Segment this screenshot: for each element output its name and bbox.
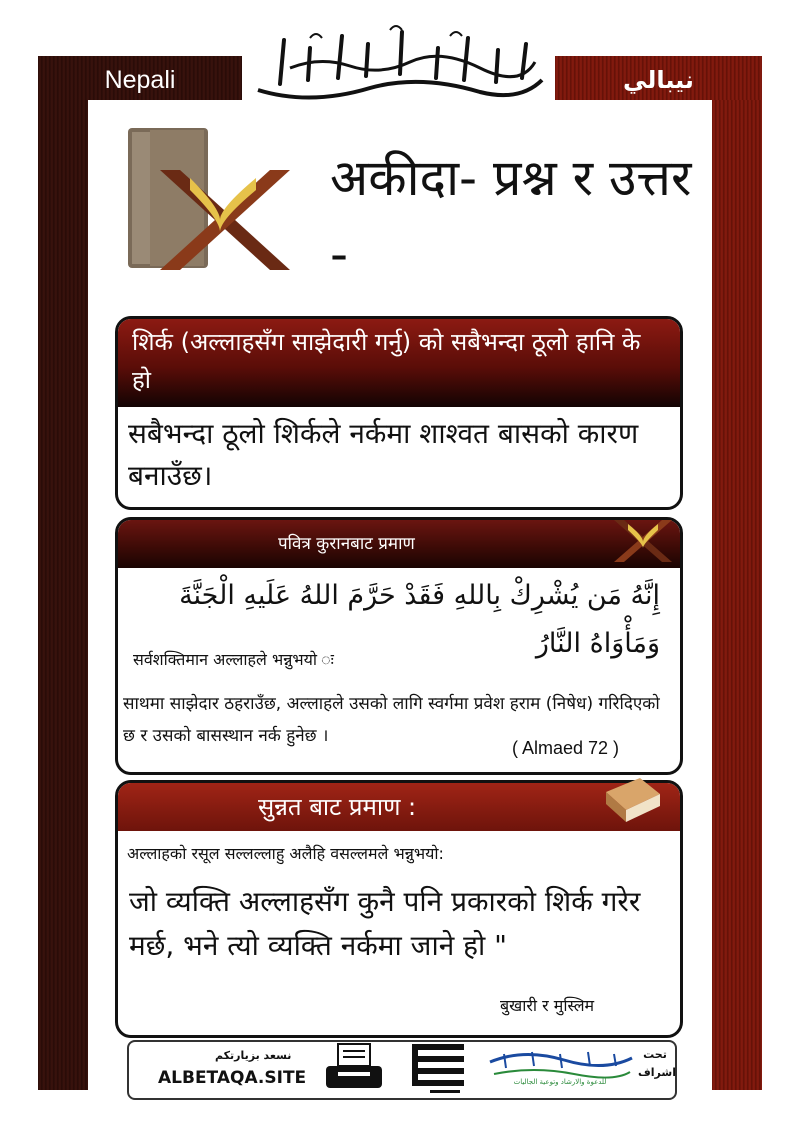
organization-logo <box>484 1044 636 1088</box>
question-text: शिर्क (अल्लाहसँग साझेदारी गर्नु) को सबैभन्दा ठूलो हानि के हो <box>118 319 680 407</box>
org-subtitle: للدعوة والارشاد وتوعية الجاليات <box>513 1078 607 1086</box>
language-label-arabic: نيبالي <box>623 66 694 94</box>
page-title: अकीदा- प्रश्न र उत्तर - <box>330 149 692 283</box>
quran-translation: साथमा साझेदार ठहराउँछ, अल्लाहले उसको लागि स्वर्गमा प्रवेश हराम (निषेध) गरिदिएको छ र उसको बासस्थान नर्क हुनेछ । <box>123 694 660 746</box>
footer-visit-text: نسعد بزيارتكم <box>215 1049 292 1062</box>
sunnah-intro: अल्लाहको रसूल सल्लल्लाहु अलैहि वसल्लमले भन्नुभयो: <box>127 844 444 863</box>
quran-verse-arabic: إِنَّهُ مَن يُشْرِكْ بِاللهِ فَقَدْ حَرَّمَ اللهُ عَلَيهِ الْجَنَّةَ وَمَأْوَاهُ النَّارُ <box>179 580 660 659</box>
kufic-emblem-icon <box>410 1042 466 1094</box>
book-stand-icon <box>120 120 300 290</box>
footer-under-text: تحت اشراف <box>638 1048 676 1079</box>
left-border-pillar <box>38 56 88 1090</box>
quran-proof-heading: पवित्र कुरानबाट प्रमाण <box>118 520 680 568</box>
answer-text: सबैभन्दा ठूलो शिर्कले नर्कमा शाश्वत बासको कारण बनाउँछ। <box>128 417 639 492</box>
book-stand-small-icon <box>608 514 678 566</box>
quran-reference: ( Almaed 72 ) <box>512 738 620 758</box>
printer-icon[interactable] <box>324 1042 384 1094</box>
basmala-calligraphy <box>250 18 550 108</box>
quran-intro: सर्वशक्तिमान अल्लाहले भन्नुभयो ः <box>133 650 334 669</box>
hadith-text: जो व्यक्ति अल्लाहसँग कुनै पनि प्रकारको शिर्क गरेर मर्छ, भने त्यो व्यक्ति नर्कमा जाने हो " <box>129 885 641 962</box>
question-card <box>115 316 683 510</box>
closed-book-icon <box>600 772 664 828</box>
sunnah-proof-heading: सुन्नत बाट प्रमाण : <box>118 783 680 831</box>
hadith-source: बुखारी र मुस्लिम <box>500 996 595 1015</box>
right-border-pillar <box>712 56 762 1090</box>
language-label-nepali: Nepali <box>104 66 176 94</box>
footer-site-link[interactable]: ALBETAQA.SITE <box>158 1068 307 1088</box>
